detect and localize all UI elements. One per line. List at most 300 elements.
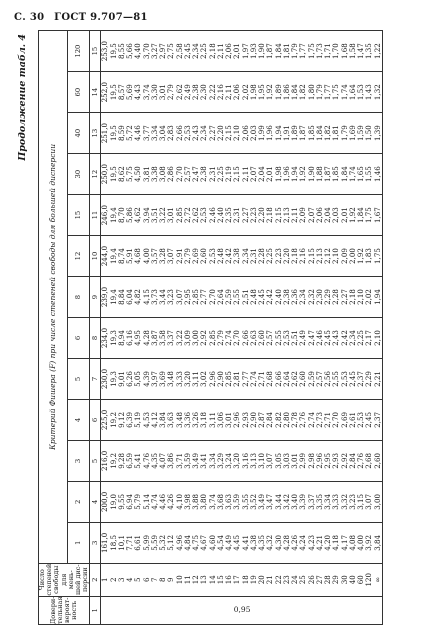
table-cell-value: 1,75 [364,207,374,223]
table-cell-value: 25 [298,575,308,585]
table-cell-value: 3,23 [166,289,176,305]
table-cell-value: 5,14 [141,493,151,510]
table-cell-value: 2,87 [257,412,267,428]
table-cell-value: 2,27 [339,289,349,305]
column-index: 7 [90,358,101,399]
table-cell-value: 8,74 [116,248,126,264]
table-cell-value: 2,30 [314,289,324,305]
header-probability: Довери-тельная вероят-ность [39,596,90,624]
table-cell-value: 3,20 [182,371,192,387]
table-cell-value: 2,38 [199,166,209,183]
table-cell-value: 19,3 [108,330,118,346]
table-cell-value: 3,44 [158,289,168,305]
table-cell-value: 2,51 [290,330,300,346]
table-cell-value: 2,84 [347,453,357,469]
table-cell-value: 1,85 [306,125,316,142]
table-cell-value: 3,01 [158,84,168,101]
table-cell-value: 12 [191,575,201,585]
f-value-column [101,31,383,72]
f-value-column [101,522,383,563]
table-cell-value: 3,37 [306,493,316,510]
table-cell-value: 2,93 [240,412,250,428]
table-cell-value: 1,35 [364,43,374,59]
table-cell-value: 2,53 [339,371,349,387]
table-cell-value: 8,94 [116,330,126,346]
table-cell-value: 2,40 [215,207,225,223]
table-cell-value: 3,51 [149,207,159,223]
table-cell-value: 2,56 [323,371,333,387]
table-cell-value: 2,69 [339,412,349,428]
table-cell-value: 2,01 [232,43,242,59]
table-cell-value: 1,84 [290,84,300,101]
table-cell-value: 3,68 [215,493,225,510]
table-cell-value: 1,70 [331,43,341,59]
table-cell-value: 2,09 [298,207,308,223]
column-index: 6 [90,399,101,440]
table-cell-value: 1,84 [356,207,366,223]
table-cell-value: 2,20 [281,248,291,264]
table-cell-value: 2,92 [199,330,209,346]
f-value-column [101,72,383,113]
table-cell-value: 2,04 [257,166,267,183]
table-cell-value: 2,79 [215,330,225,346]
table-cell-value: 1,90 [306,166,316,183]
table-cell-value: 2,23 [273,248,283,264]
table-cell-value: 2,66 [273,371,283,387]
table-cell-value: 2,27 [240,207,250,223]
table-cell-value: 2,10 [232,125,242,142]
table-cell-value: 2,15 [306,248,316,264]
table-cell-value: 3,47 [265,493,275,510]
table-cell-value: 1,75 [331,84,341,101]
table-cell-value: 18,5 [108,534,118,551]
table-cell-value: 2,11 [215,43,225,59]
table-cell-value: 5,66 [125,43,135,59]
table-cell-value: 4,45 [232,534,242,551]
df-large-header: 6 [67,318,90,359]
table-cell-value: 1,46 [372,166,382,183]
table-cell-value: 1,93 [248,43,258,59]
table-cell-value: 19,2 [108,412,118,428]
table-cell-value: 244,0 [100,245,110,267]
header-row-df-large [67,31,90,625]
table-cell-value: 3,74 [207,493,217,510]
table-cell-value: 2,53 [207,248,217,264]
table-cell-value: 4,35 [257,534,267,551]
table-cell-value: 2,66 [240,330,250,346]
table-cell-value: 19,5 [108,125,118,142]
table-cell-value: 225,0 [100,409,110,431]
table-cell-value: 8,70 [116,207,126,223]
table-cell-value: 3,71 [174,453,184,469]
table-cell-value: 1,32 [372,84,382,101]
table-cell-value: 4,54 [215,534,225,551]
table-cell-value: 1,67 [372,207,382,223]
table-cell-value: 2,04 [323,207,333,223]
table-cell-value: 2,45 [323,330,333,346]
table-cell-value: 13 [199,575,209,585]
table-cell-value: 3,87 [149,330,159,346]
column-index: 2 [90,563,101,596]
table-cell-value: 2,53 [182,125,192,142]
table-cell-value: 2,42 [265,289,275,305]
table-cell-value: 1,73 [314,43,324,59]
table-cell-value: 2,13 [314,248,324,264]
table-cell-value: 3,16 [240,453,250,469]
probability-value: 0,95 [233,605,251,615]
table-cell-value: 6,94 [125,493,135,510]
table-cell-value: 4,23 [306,534,316,551]
table-cell-value: 2,58 [174,43,184,59]
table-cell-value: 2,86 [166,166,176,183]
table-cell-value: 2,78 [290,412,300,428]
table-cell-value: 2,81 [232,371,242,387]
table-cell-value: 10 [174,575,184,585]
table-cell-value: 1,75 [372,248,382,264]
table-cell-value: 1,74 [347,166,357,183]
table-cell-value: 2 [108,577,118,582]
table-cell-value: 2,63 [248,330,258,346]
table-cell-value: 2,70 [232,330,242,346]
table-cell-value: 2,85 [207,330,217,346]
table-cell-value: 8 [158,577,168,582]
table-cell-value: 3,86 [166,453,176,469]
table-cell-value: 2,34 [298,289,308,305]
table-cell-value: 200,0 [100,491,110,513]
table-cell-value: 3,03 [281,453,291,469]
table-cell-value: 2,62 [191,207,201,223]
table-cell-value: 5,32 [158,534,168,551]
table-cell-value: 3,33 [331,493,341,510]
table-cell-value: 4,15 [141,289,151,305]
table-cell-value: 2,02 [364,289,374,305]
table-cell-value: 14 [207,575,217,585]
table-cell-value: 3,80 [199,493,209,510]
table-cell-value: 4,08 [347,534,357,551]
table-cell-value: 2,69 [191,248,201,264]
table-cell-value: 250,0 [100,163,110,185]
table-cell-value: 3,81 [141,166,151,183]
table-cell-value: 1,94 [273,125,283,142]
table-cell-value: 2,82 [273,412,283,428]
table-cell-value: 4,26 [166,493,176,510]
table-cell-value: 2,35 [224,207,234,223]
table-cell-value: 19,4 [108,248,118,264]
df-large-header: 120 [67,31,90,72]
table-cell-value: 6,39 [125,412,135,428]
table-cell-value: 19,4 [108,207,118,223]
table-cell-value: 2,84 [265,412,275,428]
table-cell-value: 2,46 [314,330,324,346]
df-large-header: 15 [67,195,90,236]
table-cell-value: 2,59 [224,289,234,305]
table-cell-value: 2,93 [331,453,341,469]
table-cell-value: 2,64 [281,371,291,387]
table-cell-value: 2,30 [199,84,209,101]
table-cell-value: 2,79 [166,84,176,101]
table-cell-value: 3,22 [174,330,184,346]
table-cell-value: 3,59 [232,493,242,510]
table-cell-value: 8,57 [116,84,126,101]
column-index: 8 [90,318,101,359]
table-cell-value: 5,75 [125,166,135,183]
table-cell-value: 3,27 [149,43,159,59]
df-large-header: 60 [67,72,90,113]
table-cell-value: 2,98 [306,453,316,469]
table-cell-value: 6,04 [125,289,135,305]
table-cell-value: 2,34 [240,248,250,264]
table-cell-value: 5,79 [133,493,143,510]
table-cell-value: 3,33 [174,371,184,387]
table-cell-value: 2,99 [298,453,308,469]
table-cell-value: 2,46 [207,207,217,223]
table-cell-value: 6,16 [125,330,135,346]
table-cell-value: 6,59 [125,453,135,469]
table-cell-value: 3,30 [149,84,159,101]
table-cell-value: 3,13 [248,453,258,469]
table-cell-value: 2,25 [199,43,209,59]
table-cell-value: 2,83 [166,125,176,142]
table-cell-value: 5,59 [149,534,159,551]
table-cell-value: 216,0 [100,450,110,472]
table-cell-value: 4,18 [331,534,341,551]
f-value-column [101,113,383,154]
table-cell-value: 2,43 [331,330,341,346]
table-cell-value: 2,40 [273,289,283,305]
column-index: 9 [90,277,101,318]
table-cell-value: 4,28 [281,534,291,551]
table-cell-value: 2,11 [240,166,250,183]
table-cell-value: 1,94 [372,289,382,305]
table-cell-value: 2,49 [298,330,308,346]
table-cell-value: 1,71 [323,43,333,59]
table-cell-value: 2,28 [257,248,267,264]
table-cell-value: 8,62 [116,166,126,183]
table-cell-value: 2,96 [314,453,324,469]
table-cell-value: 7,71 [125,534,135,551]
column-index: 5 [90,440,101,481]
f-value-column [101,236,383,277]
continuation-title: Продолжение табл. 4 [17,34,28,161]
table-cell-value: 5,91 [125,248,135,264]
table-cell-value: 2,64 [215,289,225,305]
table-cell-value: 19,3 [108,371,118,387]
table-cell-value: 2,74 [248,371,258,387]
table-cell-value: 2,85 [174,207,184,223]
table-cell-value: 3,52 [248,493,258,510]
table-cell-value: 3,04 [158,125,168,142]
column-index: 13 [90,113,101,154]
table-cell-value: 4,20 [323,534,333,551]
table-cell-value: 4,21 [314,534,324,551]
table-cell-value: 2,71 [257,371,267,387]
table-cell-value: 3,36 [182,412,192,428]
table-cell-value: 3,38 [149,166,159,183]
table-cell-value: 2,70 [331,412,341,428]
table-cell-value: 1,92 [265,84,275,101]
table-cell-value: 2,45 [364,412,374,428]
table-cell-value: 2,77 [240,371,250,387]
table-cell-value: 2,01 [265,166,275,183]
table-cell-value: 29 [331,575,341,585]
table-cell-value: 5 [133,577,143,582]
table-cell-value: 2,60 [372,453,382,469]
table-cell-value: 2,38 [281,289,291,305]
table-cell-value: 2,23 [248,207,258,223]
column-index: 4 [90,481,101,522]
table-cell-value: 2,80 [281,412,291,428]
table-cell-value: 2,61 [347,412,357,428]
table-cell-value: 5,72 [125,125,135,142]
table-cell-value: 2,18 [265,207,275,223]
table-cell-value: 2,32 [306,289,316,305]
table-cell-value: 2,47 [191,166,201,183]
table-cell-value: 2,53 [199,207,209,223]
table-cell-value: 1,65 [356,166,366,183]
table-cell-value: 2,03 [248,125,258,142]
table-cell-value: 2,37 [356,371,366,387]
table-cell-value: 2,60 [199,248,209,264]
table-cell-value: 1,84 [273,43,283,59]
table-cell-value: 1,79 [314,84,324,101]
table-cell-value: 2,19 [224,166,234,183]
table-cell-value: 4,67 [199,534,209,551]
table-cell-value: 239,0 [100,286,110,308]
table-cell-value: 2,11 [290,207,300,223]
df-large-header: 8 [67,277,90,318]
table-cell-value: 2,70 [174,166,184,183]
column-index-row [90,31,101,625]
table-cell-value: 2,60 [257,330,267,346]
table-cell-value: 3,70 [141,43,151,59]
table-cell-value: 2,43 [191,125,201,142]
table-cell-value: 2,16 [215,84,225,101]
column-index: 1 [90,596,101,624]
table-cell-value: 1,55 [364,166,374,183]
df-large-header: 40 [67,113,90,154]
rotated-table-block [16,30,411,625]
table-cell-value: 2,60 [298,371,308,387]
table-cell-value: 2,73 [314,412,324,428]
table-cell-value: 3,55 [240,493,250,510]
table-cell-value: 2,96 [207,371,217,387]
table-cell-value: 4,75 [191,534,201,551]
table-cell-value: 4,96 [174,534,184,551]
table-cell-value: 1,69 [347,125,357,142]
table-cell-value: 3,11 [191,371,201,387]
table-cell-value: 4,49 [224,534,234,551]
table-cell-value: 2,90 [248,412,258,428]
table-cell-value: 19,0 [108,493,118,510]
table-cell-value: 2,90 [215,371,225,387]
table-cell-value: 2,17 [364,330,374,346]
table-cell-value: 4,74 [149,493,159,510]
df-large-header: 1 [67,522,90,563]
table-cell-value: 1,77 [323,84,333,101]
table-cell-value: 3,24 [224,453,234,469]
table-cell-value: 4,38 [248,534,258,551]
table-cell-value: 4,32 [265,534,275,551]
table-cell-value: 1,96 [265,125,275,142]
table-cell-value: 2,55 [331,371,341,387]
f-value-column [101,195,383,236]
table-cell-value: 28 [323,575,333,585]
page-number: С. 30 [14,12,45,23]
table-cell-value: 3,74 [141,84,151,101]
table-cell-value: 4,41 [240,534,250,551]
table-cell-value: 4,60 [207,534,217,551]
table-cell-value: 3,00 [372,493,382,510]
df-large-header: 2 [67,481,90,522]
standard-code: ГОСТ 9.707—81 [54,12,148,23]
df-large-header: 3 [67,440,90,481]
table-cell-value: 4,62 [133,207,143,223]
table-cell-value: 3,06 [215,412,225,428]
table-cell-value: 2,12 [323,248,333,264]
table-cell-value: 1,98 [248,84,258,101]
table-cell-value: 21 [265,575,275,585]
header-fisher-criterion: Критерий Фишера (F) при числе степеней свободы для большей дисперсии [39,31,68,564]
table-cell-value: 1,81 [331,125,341,142]
table-cell-value: 1,50 [364,125,374,142]
table-cell-value: 9,28 [116,453,126,469]
table-cell-value: 8,59 [116,125,126,142]
table-cell-value: 1,92 [347,207,357,223]
table-cell-value: 1,79 [339,125,349,142]
table-cell-value: 1,77 [298,43,308,59]
table-cell-value: 3,34 [207,453,217,469]
table-cell-value: 8,55 [116,43,126,59]
table-cell-value: 2,00 [347,248,357,264]
table-cell-value: 4,95 [133,330,143,346]
table-cell-value: 3,42 [281,493,291,510]
table-cell-value: 2,95 [182,289,192,305]
table-cell-value: 1,64 [347,84,357,101]
table-cell-value: 2,10 [356,289,366,305]
table-cell-value: 5,41 [133,453,143,469]
table-cell-value: 2,95 [323,453,333,469]
table-cell-value: 1,81 [281,43,291,59]
table-cell-value: 2,31 [207,166,217,183]
f-value-column [101,481,383,522]
table-cell-value: 2,97 [158,43,168,59]
table-cell-value: 19,4 [108,289,118,305]
column-index: 10 [90,236,101,277]
table-cell-value: 1,86 [281,84,291,101]
table-cell-value: 2,38 [191,84,201,101]
column-index: 14 [90,72,101,113]
table-cell-value: 2,31 [232,207,242,223]
table-cell-value: 1,59 [356,125,366,142]
table-cell-value: 4,00 [356,534,366,551]
table-cell-value: 40 [347,575,357,585]
table-cell-value: 3,15 [356,493,366,510]
table-cell-value: 9,01 [116,371,126,387]
table-cell-value: 3,01 [166,207,176,223]
table-cell-value: 2,13 [281,207,291,223]
fisher-table [38,30,383,625]
f-value-column [101,358,383,399]
f-value-column [101,154,383,195]
table-cell-value: 1,90 [257,43,267,59]
table-cell-value: 4,46 [158,493,168,510]
table-cell-value: 2,48 [248,289,258,305]
f-value-column [101,440,383,481]
table-cell-value: 3,20 [232,453,242,469]
table-cell-value: 2,11 [224,84,234,101]
table-cell-value: 3,35 [314,493,324,510]
table-cell-value: 2,07 [248,166,258,183]
